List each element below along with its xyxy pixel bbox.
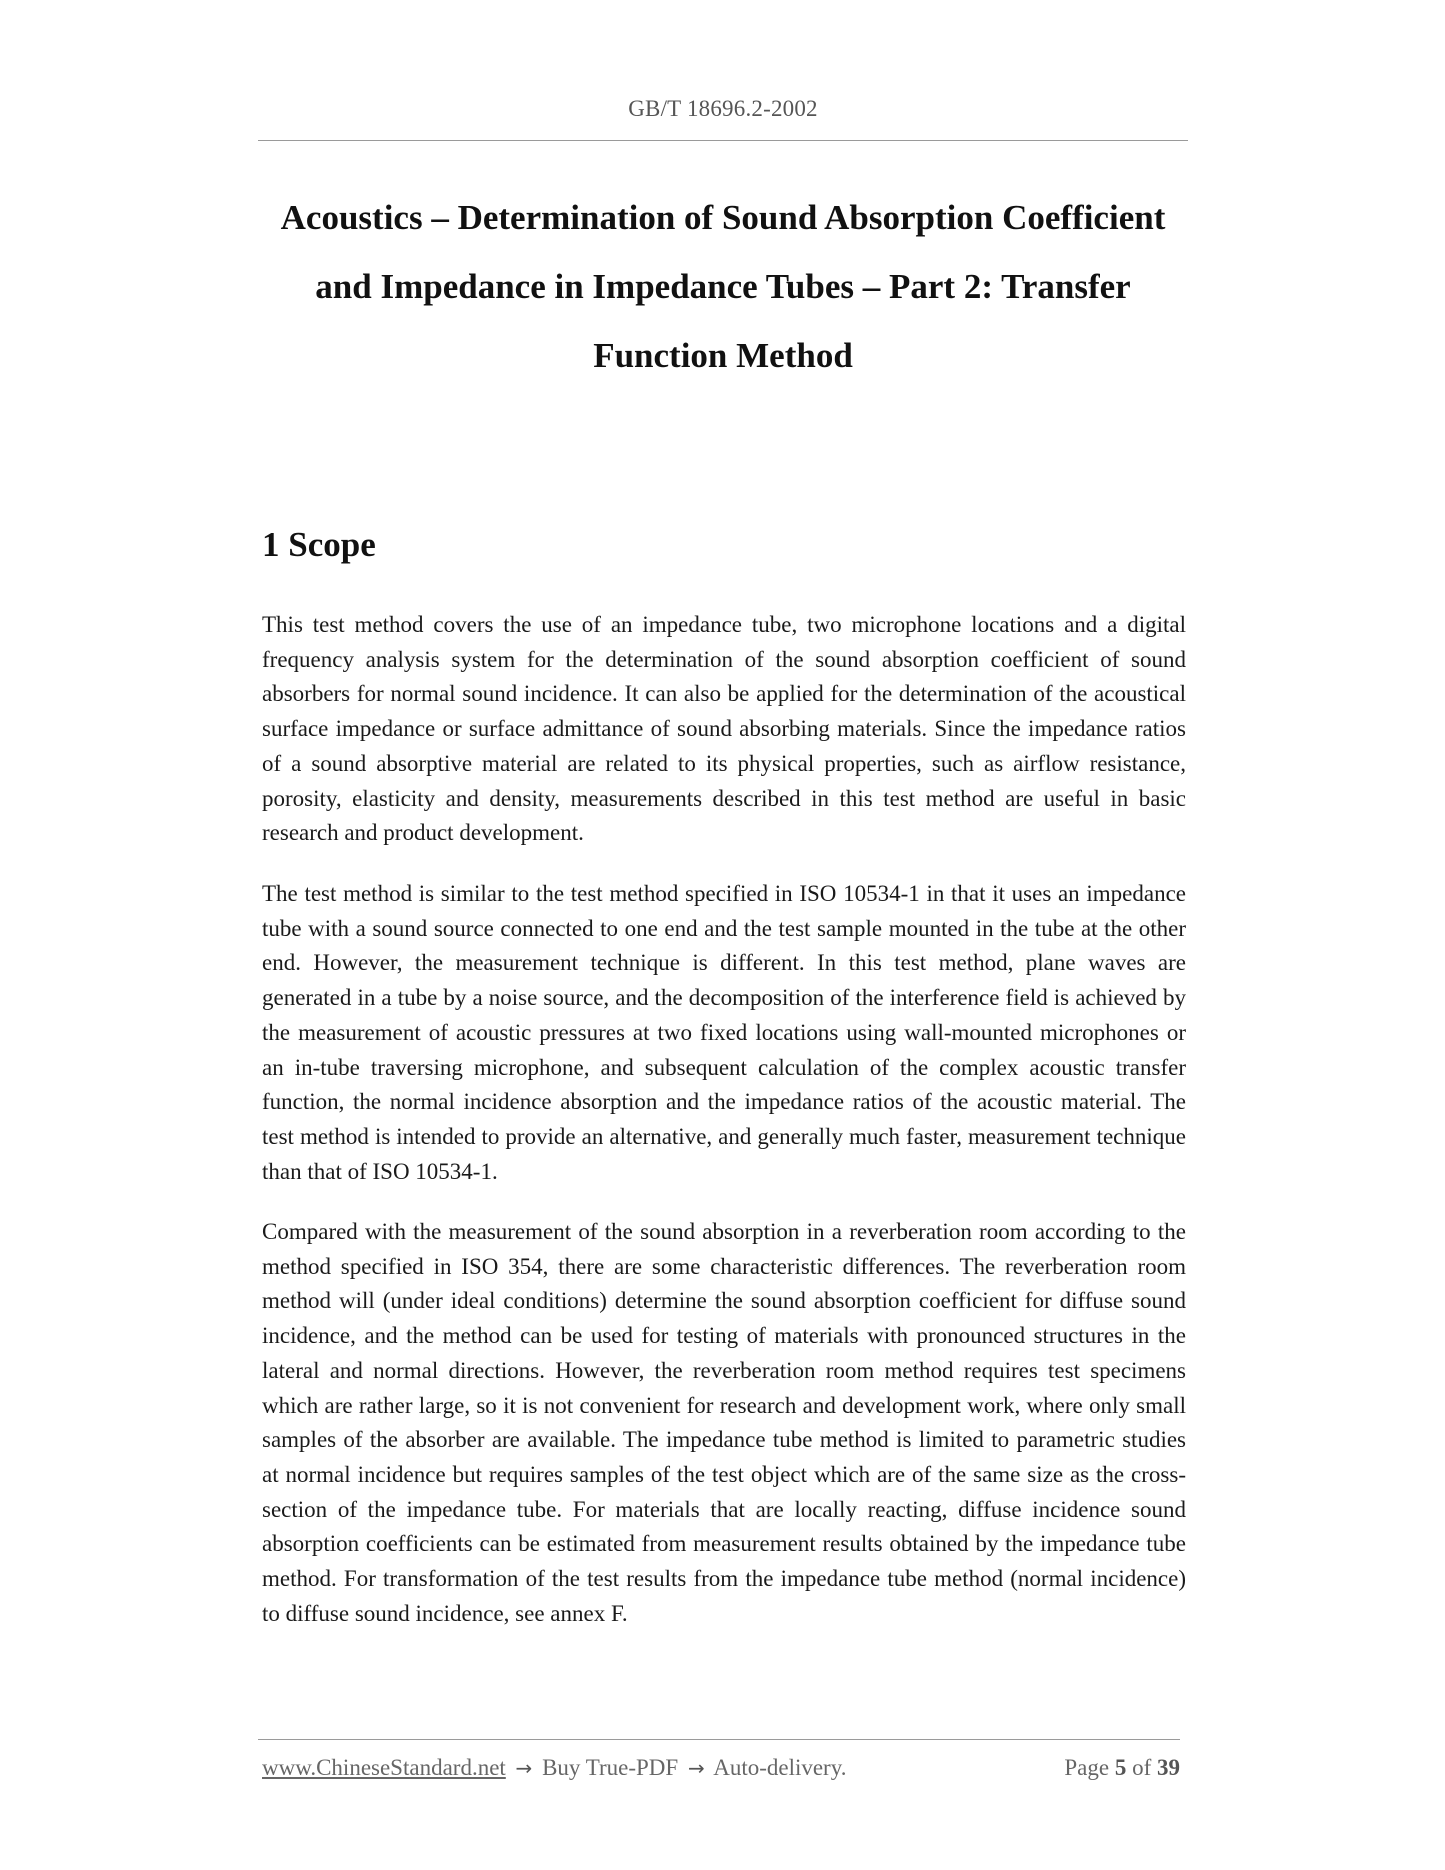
total-pages: 39 <box>1157 1755 1180 1780</box>
of-label: of <box>1132 1755 1152 1780</box>
scope-paragraph-2: The test method is similar to the test method specified in ISO 10534-1 in that it uses an impedance tube with a sound source connected to one end and the test sample mounted in the tube at the other end. However, the measurement technique is different. In this test method, plane waves are generated in a tube by a noise source, and the decomposition of the interference field is achieved by the measurement of acoustic pressures at two fixed locations using wall-mounted microphones or an in-tube traversing microphone, and subsequent calculation of the complex acoustic transfer function, the normal incidence absorption and the impedance ratios of the acoustic material. The test method is intended to provide an alternative, and generally much faster, measurement technique than that of ISO 10534-1. <box>262 881 1186 1184</box>
scope-paragraph-3: Compared with the measurement of the sound absorption in a reverberation room according to the method specified in ISO 354, there are some characteristic differences. The reverberation room method will (under ideal conditions) determine the sound absorption coefficient for diffuse sound incidence, and the method can be used for testing of materials with pronounced structures in the lateral and normal directions. However, the reverberation room method requires test specimens which are rather large, so it is not convenient for research and development work, where only small samples of the absorber are available. The impedance tube method is limited to parametric studies at normal incidence but requires samples of the test object which are of the same size as the cross-section of the impedance tube. For materials that are locally reacting, diffuse incidence sound absorption coefficients can be estimated from measurement results obtained by the impedance tube method. For transformation of the test results from the impedance tube method (normal incidence) to diffuse sound incidence, see annex F. <box>262 1219 1186 1626</box>
scope-paragraph-1: This test method covers the use of an impedance tube, two microphone locations and a digital frequency analysis system for the determination of the sound absorption coefficient of sound absorbers for normal sound incidence. It can also be applied for the determination of the acoustical surface impedance or surface admittance of sound absorbing materials. Since the impedance ratios of a sound absorptive material are related to its physical properties, such as airflow resistance, porosity, elasticity and density, measurements described in this test method are useful in basic research and product development. <box>262 612 1186 846</box>
page-label: Page <box>1064 1755 1110 1780</box>
title-line-1: Acoustics – Determination of Sound Absorption Coefficient <box>280 198 1166 237</box>
footer-divider <box>258 1739 1180 1740</box>
title-line-3: Function Method <box>593 336 853 375</box>
arrow-right-icon: → <box>687 1756 705 1780</box>
title-line-2: and Impedance in Impedance Tubes – Part 2: Transfer <box>315 267 1131 306</box>
running-header: GB/T 18696.2-2002 <box>628 96 818 121</box>
arrow-right-icon: → <box>515 1756 533 1780</box>
auto-delivery-text: Auto-delivery. <box>713 1755 847 1780</box>
page-number: 5 <box>1114 1755 1127 1780</box>
footer-promo <box>262 1755 846 1781</box>
document-title <box>258 183 1188 390</box>
page-indicator <box>1064 1755 1180 1781</box>
page-footer <box>262 1755 1180 1789</box>
section-heading-scope: 1 Scope <box>262 525 376 564</box>
header-divider <box>258 140 1188 141</box>
buy-true-pdf-text: Buy True-PDF <box>542 1755 679 1780</box>
website-link[interactable]: www.ChineseStandard.net <box>262 1755 506 1780</box>
